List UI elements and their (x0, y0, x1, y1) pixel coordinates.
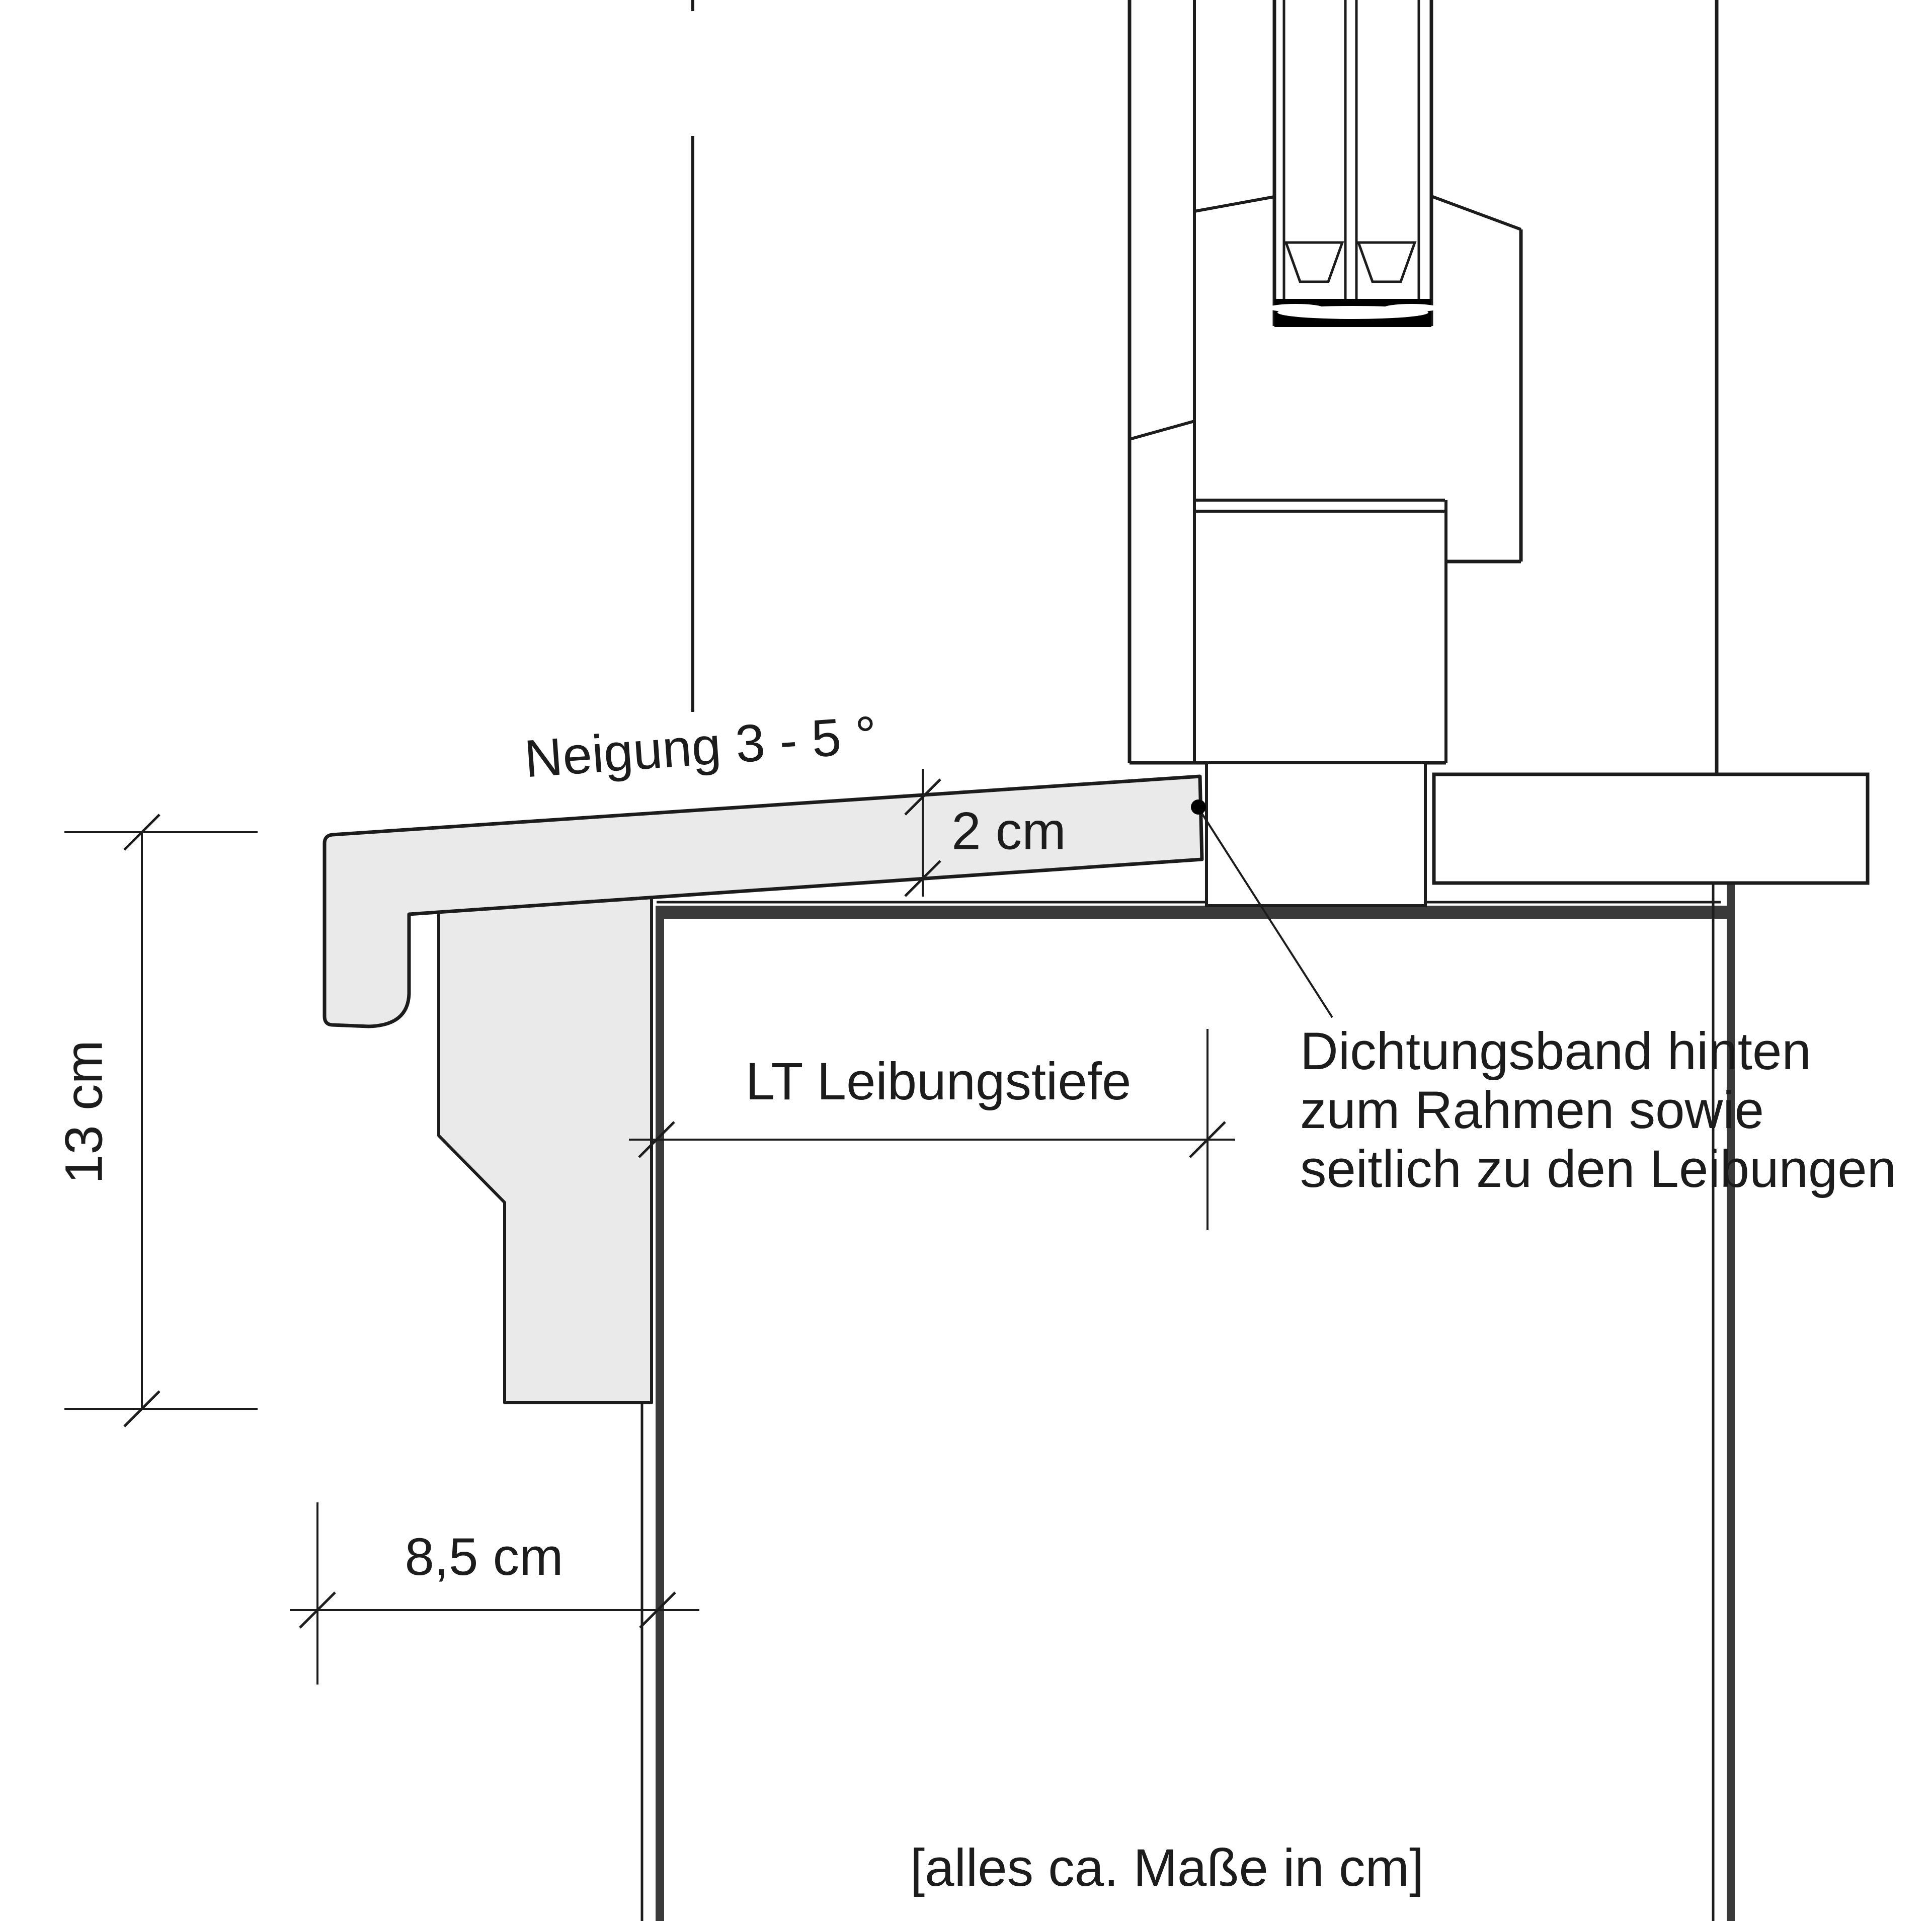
dimension-8-5cm-label: 8,5 cm (405, 1528, 564, 1586)
sealing-tape-note-line3: seitlich zu den Leibungen (1300, 1140, 1897, 1198)
dimension-13cm-label: 13 cm (54, 1040, 114, 1184)
glazing-spacer-right (1358, 243, 1415, 282)
exterior-plaster-column (439, 898, 652, 1403)
dimension-reveal-depth-label: LT Leibungstiefe (745, 1052, 1132, 1111)
dimension-13cm (55, 815, 258, 1426)
frame-extension-block (1206, 763, 1425, 906)
dimension-2cm-label: 2 cm (951, 802, 1066, 861)
sealing-tape-note (1300, 1022, 1896, 1198)
dimension-8-5cm (290, 1502, 699, 1685)
glazing-spacer-left (1286, 243, 1342, 282)
sealing-tape-dot (1191, 799, 1206, 815)
dimension-reveal-depth (629, 1029, 1235, 1230)
glazing-seal (1268, 299, 1439, 327)
sealing-tape-note-line2: zum Rahmen sowie (1300, 1081, 1764, 1140)
footnote-label: [alles ca. Maße in cm] (910, 1838, 1424, 1897)
sealing-tape-note-line1: Dichtungsband hinten (1300, 1022, 1811, 1081)
window-frame (1130, 0, 1521, 763)
slope-label: Neigung 3 - 5 ° (522, 705, 879, 789)
interior-window-board (1434, 774, 1868, 883)
sash-and-glazing (1268, 0, 1439, 327)
